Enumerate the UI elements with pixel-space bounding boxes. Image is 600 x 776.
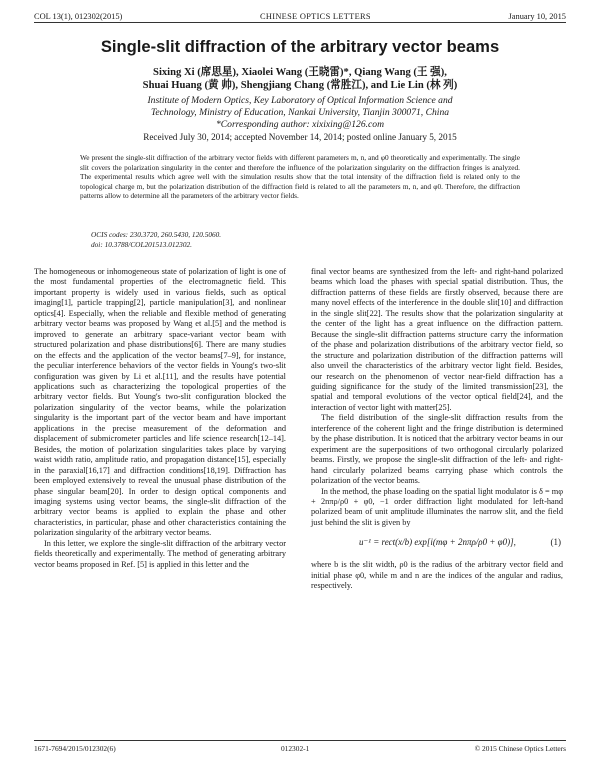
- journal-citation: COL 13(1), 012302(2015): [34, 12, 123, 21]
- equation-1: [311, 531, 563, 557]
- left-column: [34, 267, 286, 570]
- ocis-block: [91, 230, 221, 249]
- page-number: 012302-1: [280, 744, 310, 753]
- corresponding-author: *Corresponding author: xixixing@126.com: [215, 119, 385, 131]
- issue-date: January 10, 2015: [508, 12, 566, 21]
- abstract: [80, 153, 520, 201]
- body-paragraph: final vector beams are synthesized from the left- and right-hand polarized beams which load the phases with special spatial distribution. Thus, the diffraction patterns of these fields are firstly observed, because there are many novel effects of the interference in the double slit[10] and diffraction in the single slit[22]. The results show that the polarization singularity at the center of the light has a great influence on the diffraction pattern. Because the single-slit diffraction patterns structure carry the information of the phase and polarization distributions of the arbitrary vector field, so the structure and polarization distribution of the diffraction patterns will also unveil the characteristics of the arbitrary vector light field. Besides, our research on the phenomenon of vector near-field diffraction has a guiding significance for the study of the limited transmission[23], the spatial and temporal evolutions of the vector optical field[24], and the interaction of vector light with matter[25].: [311, 267, 563, 412]
- affiliation-line-1: Institute of Modern Optics, Key Laboratory of Optical Information Science and: [147, 95, 453, 106]
- body-paragraph: In the method, the phase loading on the spatial light modulator is δ = mφ + 2nπρ/ρ0 + φ0, −1 order diffraction light modulated for left-hand polarized beam of unit amplitude illuminates the narrow slit, and the field just behind the slit is given by: [311, 486, 563, 527]
- affiliation-line-2: Technology, Ministry of Education, Nankai University, Tianjin 300071, China: [150, 107, 450, 119]
- body-paragraph: where b is the slit width, ρ0 is the radius of the arbitrary vector field and initial phase φ0, while m and n are the indices of the angular and radius, respectively.: [311, 560, 563, 591]
- page-footer: [34, 744, 566, 753]
- doi: doi: 10.3788/COL201513.012302.: [91, 239, 192, 249]
- author-line-2: Shuai Huang (黄 帅), Shengjiang Chang (常胜江), and Lie Lin (林 列): [142, 80, 458, 92]
- article-id: 1671-7694/2015/012302(6): [34, 744, 116, 753]
- footer-rule: [34, 740, 566, 741]
- right-column: [311, 267, 563, 592]
- author-line-1: Sixing Xi (席思星), Xiaolei Wang (王晓雷)*, Qiang Wang (王 强),: [153, 67, 447, 78]
- abstract-text: We present the single-slit diffraction of the arbitrary vector fields with different parameters m, n, and φ0 theoretically and experimentally. The single slit covers the polarization singularity in the center and therefore the influence of the polarization singularity on the diffraction fringes is analyzed. The experimental results which agree well with the simulation results show that the total intensity of the diffraction field is related only to the topological charge m, but the polarization distribution of the diffraction field is related to all the parameters m, n, and φ0. Therefore, the diffraction patterns allow to determine all the parameters of the arbitrary vector fields.: [80, 153, 520, 201]
- equation-body: u⁻¹ = rect(x/b) exp[i(mφ + 2nπρ/ρ0 + φ0)],: [359, 537, 516, 548]
- body-paragraph: The field distribution of the single-slit diffraction results from the interference of the coherent light and the fringe distribution is determined by the phase distribution. It is noticed that the arbitrary vector beams in our experiment are the superpositions of two orthogonal circularly polarized beams. Firstly, we propose the single-slit diffraction of the left- and right-hand circularly polarized beams carrying phase which controls the polarization of the vector beams.: [311, 413, 563, 486]
- equation-number: (1): [550, 537, 561, 548]
- submission-dates: Received July 30, 2014; accepted November 14, 2014; posted online January 5, 2015: [143, 132, 457, 142]
- journal-name: CHINESE OPTICS LETTERS: [260, 12, 371, 21]
- body-paragraph: The homogeneous or inhomogeneous state of polarization of light is one of the most fundamental properties of the electromagnetic field. This important property is widely used in various fields, such as optical imaging[1], particle trapping[2], particle manipulation[3], and nonlinear optics[4]. Especially, when the reliable and flexible method of generating arbitrary vector beams was proposed by Wang et al.[5] and the method is improved to generate an arbitrary space-variant vector beam with structured polarization and phase distributions[6]. There are many studies on the effects and the application of the vector beams[7–9], for instance, the peculiar interference behaviors of the vector fields in Young's two-slit configuration was given by Li et al.[11], and the results have potential applications such as characterizing the topological properties of the arbitrary vector fields. But Young's two-slit configuration blocked the polarization singularity of the vector beams, while the polarization singularity is the important part of the vector beam and have important applications in the precise measurement of the deformation and displacement of submicrometer particles and life science research[12–14]. Besides, the motion of polarization singularities takes place by varying waist width ratio, amplitude ratio, and propagation distance[15], especially in the paraxial[16,17] and diffraction conditions[18,19]. Diffraction has been employed extensively to reveal the unusual phase distribution of the phase singular beam[20]. In order to design optical components and imaging systems using vector beams, the single-slit diffraction of the arbitrary vector beams is applied to explain the phase and other characteristics, in particular, phase and other characteristics containing the polarization singularity of the arbitrary vector beams.: [34, 267, 286, 538]
- affiliation: [60, 95, 540, 132]
- header-rule: [34, 22, 566, 23]
- ocis-codes: OCIS codes: 230.3720, 260.5430, 120.5060.: [91, 230, 222, 239]
- copyright: © 2015 Chinese Optics Letters: [474, 744, 566, 753]
- paper-title: Single-slit diffraction of the arbitrary vector beams: [100, 37, 500, 56]
- body-paragraph: In this letter, we explore the single-slit diffraction of the arbitrary vector fields theoretically and experimentally. The method of generating arbitrary vector beams proposed in Ref. [5] is applied in this letter and the: [34, 538, 286, 569]
- author-list: [70, 66, 530, 93]
- running-header: [34, 9, 566, 21]
